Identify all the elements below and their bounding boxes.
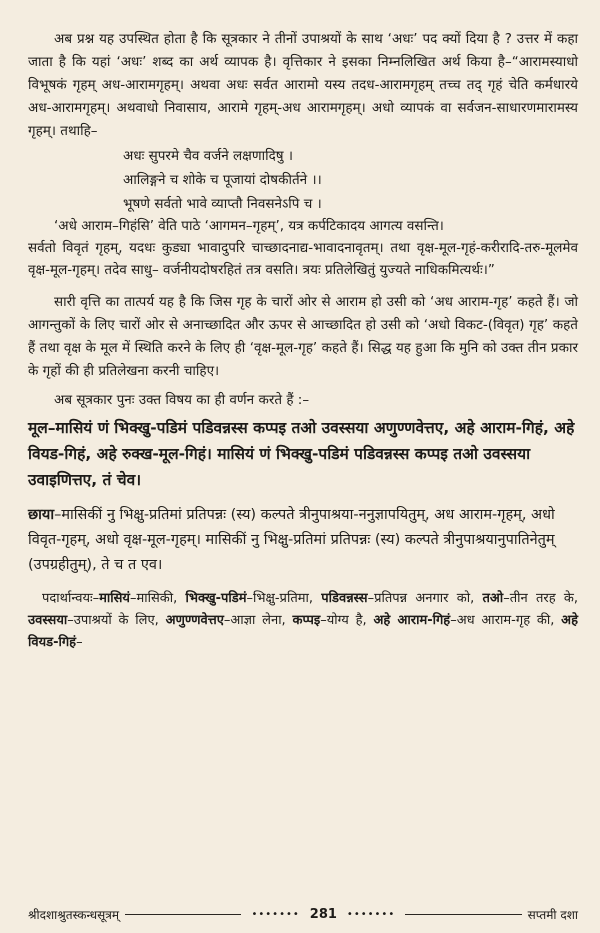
verse-line-1: अधः सुपरमे चैव वर्जने लक्षणादिषु । [123, 148, 293, 164]
paragraph-commentary-rest: सर्वतो विवृतं गृहम्, यदधः कुड्या भावादुपरि चाच्छादनाद्य-भावादनावृतम्। तथा वृक्ष-मूल-गृहं-करीरादि-तरु-मूलमेव वृक्ष-मूल-गृहम्। तदेव साधु– वर्जनीयदोषरहितं तत्र वसति। त्रयः प्रतिलेखितुं युज्यते नाधिकमित्यर्थः।” [28, 240, 578, 278]
padartha-term: अणुण्णवेत्तए [165, 613, 224, 628]
footer-book-title: श्रीदशाश्रुतस्कन्धसूत्रम् [28, 907, 120, 922]
footer-chapter-title: सप्तमी दशा [527, 907, 578, 922]
verse-block [28, 145, 578, 215]
padartha-anvaya [28, 588, 578, 654]
padartha-term: उवस्सया [28, 613, 68, 628]
padartha-gloss: –भिक्षु-प्रतिमा, [246, 591, 322, 606]
padartha-gloss: पदार्थान्वयः– [42, 591, 100, 606]
paragraph-summary: सारी वृत्ति का तात्पर्य यह है कि जिस गृह के चारों ओर से आराम हो उसी को ‘अध आराम-गृह’ कहते हैं। जो आगन्तुकों के लिए चारों ओर से अनाच्छादित और ऊपर से आच्छादित हो उसी को ‘अधो विकट-(विवृत) गृह’ कहते हैं तथा वृक्ष के मूल में स्थिति करने के लिए ही ‘वृक्ष-मूल-गृह’ कहते हैं। सिद्ध यह हुआ कि मुनि को उक्त तीन प्रकार के गृहों की ही प्रतिलेखना करनी चाहिए। [28, 294, 578, 379]
padartha-gloss: –अध आराम-गृह की, [450, 613, 562, 628]
padartha-gloss: –प्रतिपन्न अनगार को, [367, 591, 483, 606]
padartha-gloss: –मासिकी, [129, 591, 186, 606]
padartha-term: पडिवन्नस्स [321, 591, 368, 606]
chhaya-lead: छाया [28, 507, 55, 523]
padartha-gloss: – [76, 635, 83, 650]
padartha-term: मासियं [99, 591, 130, 606]
padartha-gloss: –योग्य है, [320, 613, 374, 628]
chhaya-text: –मासिकीं नु भिक्षु-प्रतिमां प्रतिपन्नः (स्य) कल्पते त्रीनुपाश्रया-ननुज्ञापयितुम्, अध आराम-गृहम्, अधो विवृत-गृहम्, अधो वृक्ष-मूल-गृहम्। मासिकीं नु भिक्षु-प्रतिमां प्रतिपन्नः (स्य) कल्पते त्रीनुपाश्रयानुपातिनेतुम् (उपग्रहीतुम्), ते च त एव। [28, 507, 555, 573]
intro-line: अब सूत्रकार पुनः उक्त विषय का ही वर्णन करते हैं :– [54, 392, 310, 408]
verse-line-3: भूषणे सर्वतो भावे व्याप्तौ निवसनेऽपि च । [123, 196, 322, 212]
padartha-term: कप्पइ [292, 613, 321, 628]
padartha-gloss: –उपाश्रयों के लिए, [67, 613, 166, 628]
page-footer [28, 903, 578, 925]
footer-dots-right: ••••••• [346, 908, 396, 920]
padartha-gloss: –आज्ञा लेना, [223, 613, 293, 628]
padartha-gloss: –तीन तरह के, [503, 591, 578, 606]
footer-rule-right [405, 914, 521, 915]
mool-sutra: मूल–मासियं णं भिक्खु-पडिमं पडिवन्नस्स कप्पइ तओ उवस्सया अणुण्णवेत्तए, अहे आराम-गिहं, अहे वियड-गिहं, अहे रुक्ख-मूल-गिहं। मासियं णं भिक्खु-पडिमं पडिवन्नस्स कप्पइ तओ उवस्सया उवाइणित्तए, तं चेव। [28, 419, 575, 489]
footer-dots: ••••••• [251, 908, 300, 920]
padartha-term: तओ [482, 591, 504, 606]
padartha-term: भिक्खु-पडिमं [185, 591, 247, 606]
paragraph-question: अब प्रश्न यह उपस्थित होता है कि सूत्रकार ने तीनों उपाश्रयों के साथ ‘अधः’ पद क्यों दिया है ? उत्तर में कहा जाता है कि यहां ‘अधः’ शब्द का अर्थ व्यापक है। वृत्तिकार ने इसका निम्नलिखित अर्थ किया है–“आरामस्याधो विभूषकं गृहम् अध-आरामगृहम्। अथवा अधः सर्वत आरामो यस्य तदध-आरामगृहम् तच्च तद् गृहं चेति कर्मधारये अध-आरामगृहम्। अथवाधो निवासाय, आरामे गृहम्-अध आरामगृहम्। अधो व्यापकं वा सर्वजन-साधारणमारामस्य गृहम्। तथाहि– [28, 31, 578, 139]
paragraph-commentary-first: ‘अधे आराम–गिहंसि’ वेति पाठे ‘आगमन–गृहम्’, यत्र कर्पटिकादय आगत्य वसन्ति। [54, 218, 444, 234]
footer-rule-left [125, 914, 241, 915]
padartha-term: अहे वियड-गिहं [28, 613, 578, 650]
page-number: 281 [309, 906, 337, 922]
chhaya-translation [28, 503, 578, 578]
verse-line-2: आलिङ्गने च शोके च पूजायां दोषकीर्तने ।। [123, 172, 322, 188]
padartha-term: अहे आराम-गिहं [373, 613, 451, 628]
